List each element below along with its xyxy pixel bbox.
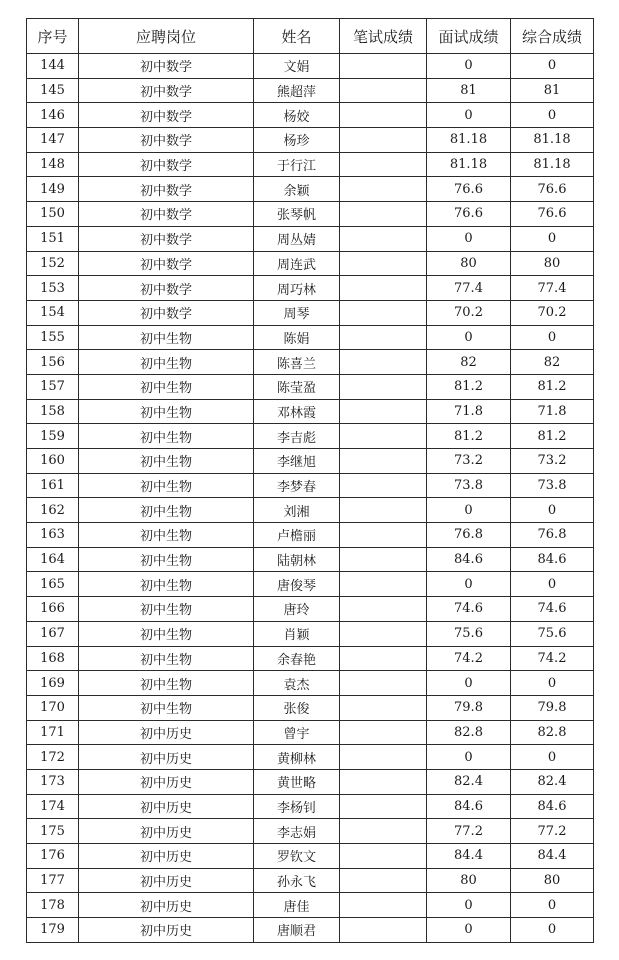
table-row: [27, 202, 594, 227]
cell-name: 唐佳: [254, 893, 340, 918]
cell-interview-score: 81: [427, 78, 511, 103]
cell-serial-number: 174: [27, 794, 79, 819]
cell-name: 陆朝林: [254, 547, 340, 572]
cell-total-score: 70.2: [511, 300, 594, 325]
table-row: [27, 918, 594, 943]
cell-written-score: [340, 177, 427, 202]
cell-interview-score: 0: [427, 918, 511, 943]
cell-total-score: 84.4: [511, 844, 594, 869]
table-row: [27, 103, 594, 128]
table-row: [27, 399, 594, 424]
cell-name: 张琴帆: [254, 202, 340, 227]
cell-name: 陈莹盈: [254, 374, 340, 399]
cell-serial-number: 168: [27, 646, 79, 671]
cell-written-score: [340, 350, 427, 375]
cell-name: 余春艳: [254, 646, 340, 671]
cell-interview-score: 81.2: [427, 374, 511, 399]
table-row: [27, 350, 594, 375]
cell-serial-number: 152: [27, 251, 79, 276]
cell-total-score: 77.4: [511, 276, 594, 301]
cell-total-score: 82: [511, 350, 594, 375]
cell-written-score: [340, 547, 427, 572]
cell-serial-number: 151: [27, 226, 79, 251]
cell-written-score: [340, 745, 427, 770]
cell-total-score: 80: [511, 251, 594, 276]
cell-position: 初中生物: [79, 671, 254, 696]
cell-position: 初中数学: [79, 251, 254, 276]
table-row: [27, 893, 594, 918]
cell-serial-number: 166: [27, 597, 79, 622]
cell-interview-score: 0: [427, 325, 511, 350]
cell-serial-number: 172: [27, 745, 79, 770]
cell-name: 张俊: [254, 695, 340, 720]
cell-interview-score: 74.6: [427, 597, 511, 622]
header-position: 应聘岗位: [79, 19, 254, 54]
cell-position: 初中数学: [79, 78, 254, 103]
cell-serial-number: 175: [27, 819, 79, 844]
cell-interview-score: 76.6: [427, 177, 511, 202]
cell-interview-score: 0: [427, 103, 511, 128]
cell-serial-number: 167: [27, 621, 79, 646]
cell-total-score: 80: [511, 868, 594, 893]
cell-interview-score: 81.18: [427, 128, 511, 153]
table-row: [27, 547, 594, 572]
table-row: [27, 152, 594, 177]
cell-name: 邓林霞: [254, 399, 340, 424]
cell-total-score: 0: [511, 572, 594, 597]
cell-written-score: [340, 621, 427, 646]
cell-written-score: [340, 152, 427, 177]
cell-interview-score: 80: [427, 868, 511, 893]
cell-written-score: [340, 794, 427, 819]
table-row: [27, 646, 594, 671]
cell-interview-score: 71.8: [427, 399, 511, 424]
cell-written-score: [340, 374, 427, 399]
cell-position: 初中生物: [79, 572, 254, 597]
cell-total-score: 75.6: [511, 621, 594, 646]
table-row: [27, 794, 594, 819]
cell-name: 曾宇: [254, 720, 340, 745]
table-row: [27, 325, 594, 350]
cell-interview-score: 0: [427, 893, 511, 918]
cell-position: 初中历史: [79, 745, 254, 770]
cell-name: 周丛婧: [254, 226, 340, 251]
cell-interview-score: 0: [427, 745, 511, 770]
cell-position: 初中生物: [79, 325, 254, 350]
cell-written-score: [340, 226, 427, 251]
cell-total-score: 81: [511, 78, 594, 103]
cell-serial-number: 147: [27, 128, 79, 153]
cell-name: 陈喜兰: [254, 350, 340, 375]
table-row: [27, 128, 594, 153]
cell-interview-score: 76.8: [427, 523, 511, 548]
cell-position: 初中历史: [79, 720, 254, 745]
cell-serial-number: 177: [27, 868, 79, 893]
cell-position: 初中生物: [79, 621, 254, 646]
cell-interview-score: 82.8: [427, 720, 511, 745]
cell-interview-score: 0: [427, 671, 511, 696]
cell-serial-number: 144: [27, 54, 79, 79]
cell-position: 初中生物: [79, 498, 254, 523]
cell-written-score: [340, 325, 427, 350]
cell-name: 唐顺君: [254, 918, 340, 943]
cell-position: 初中历史: [79, 769, 254, 794]
cell-total-score: 0: [511, 498, 594, 523]
cell-interview-score: 0: [427, 54, 511, 79]
cell-total-score: 77.2: [511, 819, 594, 844]
cell-name: 熊超萍: [254, 78, 340, 103]
cell-position: 初中生物: [79, 547, 254, 572]
cell-position: 初中历史: [79, 918, 254, 943]
table-row: [27, 597, 594, 622]
cell-position: 初中生物: [79, 424, 254, 449]
cell-interview-score: 73.2: [427, 449, 511, 474]
cell-serial-number: 159: [27, 424, 79, 449]
cell-total-score: 76.6: [511, 202, 594, 227]
cell-serial-number: 176: [27, 844, 79, 869]
cell-serial-number: 157: [27, 374, 79, 399]
cell-written-score: [340, 276, 427, 301]
table-row: [27, 498, 594, 523]
cell-total-score: 0: [511, 325, 594, 350]
cell-total-score: 84.6: [511, 547, 594, 572]
cell-total-score: 84.6: [511, 794, 594, 819]
cell-total-score: 81.18: [511, 152, 594, 177]
cell-written-score: [340, 473, 427, 498]
table-row: [27, 54, 594, 79]
cell-serial-number: 165: [27, 572, 79, 597]
table-row: [27, 177, 594, 202]
cell-serial-number: 148: [27, 152, 79, 177]
cell-interview-score: 0: [427, 226, 511, 251]
cell-position: 初中生物: [79, 597, 254, 622]
table-row: [27, 671, 594, 696]
header-written-score: 笔试成绩: [340, 19, 427, 54]
cell-name: 周连武: [254, 251, 340, 276]
cell-position: 初中生物: [79, 399, 254, 424]
cell-position: 初中数学: [79, 202, 254, 227]
cell-total-score: 82.8: [511, 720, 594, 745]
table-row: [27, 844, 594, 869]
cell-name: 孙永飞: [254, 868, 340, 893]
table-row: [27, 473, 594, 498]
cell-interview-score: 0: [427, 498, 511, 523]
table-row: [27, 745, 594, 770]
cell-name: 李志娟: [254, 819, 340, 844]
cell-interview-score: 73.8: [427, 473, 511, 498]
table-row: [27, 78, 594, 103]
cell-position: 初中数学: [79, 152, 254, 177]
cell-total-score: 0: [511, 918, 594, 943]
cell-serial-number: 145: [27, 78, 79, 103]
cell-name: 杨珍: [254, 128, 340, 153]
cell-name: 李杨钊: [254, 794, 340, 819]
cell-total-score: 76.8: [511, 523, 594, 548]
cell-position: 初中生物: [79, 473, 254, 498]
cell-serial-number: 179: [27, 918, 79, 943]
table-row: [27, 251, 594, 276]
table-row: [27, 769, 594, 794]
table-row: [27, 226, 594, 251]
cell-serial-number: 162: [27, 498, 79, 523]
cell-written-score: [340, 54, 427, 79]
cell-position: 初中历史: [79, 893, 254, 918]
cell-serial-number: 171: [27, 720, 79, 745]
cell-position: 初中历史: [79, 794, 254, 819]
cell-position: 初中历史: [79, 819, 254, 844]
cell-written-score: [340, 498, 427, 523]
cell-total-score: 0: [511, 54, 594, 79]
cell-position: 初中数学: [79, 300, 254, 325]
cell-total-score: 81.18: [511, 128, 594, 153]
cell-name: 于行江: [254, 152, 340, 177]
cell-serial-number: 155: [27, 325, 79, 350]
cell-serial-number: 164: [27, 547, 79, 572]
cell-total-score: 73.2: [511, 449, 594, 474]
cell-serial-number: 158: [27, 399, 79, 424]
cell-written-score: [340, 449, 427, 474]
cell-position: 初中数学: [79, 226, 254, 251]
cell-total-score: 0: [511, 745, 594, 770]
cell-serial-number: 170: [27, 695, 79, 720]
cell-written-score: [340, 597, 427, 622]
table-row: [27, 523, 594, 548]
table-header-row: [27, 19, 594, 54]
cell-total-score: 76.6: [511, 177, 594, 202]
cell-name: 罗钦文: [254, 844, 340, 869]
cell-total-score: 0: [511, 671, 594, 696]
cell-name: 杨姣: [254, 103, 340, 128]
table-row: [27, 720, 594, 745]
header-total-score: 综合成绩: [511, 19, 594, 54]
cell-written-score: [340, 251, 427, 276]
cell-serial-number: 161: [27, 473, 79, 498]
cell-serial-number: 178: [27, 893, 79, 918]
cell-written-score: [340, 646, 427, 671]
cell-written-score: [340, 424, 427, 449]
header-interview-score: 面试成绩: [427, 19, 511, 54]
cell-written-score: [340, 868, 427, 893]
cell-name: 唐玲: [254, 597, 340, 622]
cell-written-score: [340, 202, 427, 227]
header-name: 姓名: [254, 19, 340, 54]
table-row: [27, 424, 594, 449]
cell-name: 李梦春: [254, 473, 340, 498]
cell-interview-score: 81.2: [427, 424, 511, 449]
cell-name: 肖颖: [254, 621, 340, 646]
table-row: [27, 374, 594, 399]
header-serial-number: 序号: [27, 19, 79, 54]
cell-interview-score: 74.2: [427, 646, 511, 671]
cell-total-score: 79.8: [511, 695, 594, 720]
cell-position: 初中历史: [79, 844, 254, 869]
cell-interview-score: 84.4: [427, 844, 511, 869]
cell-serial-number: 163: [27, 523, 79, 548]
cell-name: 刘湘: [254, 498, 340, 523]
cell-name: 黄世略: [254, 769, 340, 794]
cell-serial-number: 169: [27, 671, 79, 696]
cell-interview-score: 84.6: [427, 547, 511, 572]
cell-serial-number: 160: [27, 449, 79, 474]
cell-serial-number: 156: [27, 350, 79, 375]
cell-position: 初中生物: [79, 350, 254, 375]
cell-name: 李继旭: [254, 449, 340, 474]
cell-position: 初中生物: [79, 449, 254, 474]
cell-position: 初中数学: [79, 276, 254, 301]
cell-position: 初中数学: [79, 177, 254, 202]
cell-serial-number: 153: [27, 276, 79, 301]
cell-total-score: 0: [511, 103, 594, 128]
table-row: [27, 276, 594, 301]
table-row: [27, 695, 594, 720]
cell-written-score: [340, 103, 427, 128]
cell-serial-number: 154: [27, 300, 79, 325]
score-table: [26, 18, 594, 943]
cell-written-score: [340, 819, 427, 844]
cell-written-score: [340, 769, 427, 794]
cell-name: 陈娟: [254, 325, 340, 350]
cell-total-score: 74.2: [511, 646, 594, 671]
cell-written-score: [340, 523, 427, 548]
score-sheet: [26, 18, 593, 943]
cell-total-score: 74.6: [511, 597, 594, 622]
cell-name: 余颖: [254, 177, 340, 202]
cell-total-score: 81.2: [511, 374, 594, 399]
cell-position: 初中生物: [79, 374, 254, 399]
cell-interview-score: 70.2: [427, 300, 511, 325]
cell-written-score: [340, 695, 427, 720]
cell-serial-number: 146: [27, 103, 79, 128]
cell-position: 初中数学: [79, 103, 254, 128]
cell-written-score: [340, 844, 427, 869]
cell-total-score: 81.2: [511, 424, 594, 449]
cell-written-score: [340, 720, 427, 745]
table-row: [27, 300, 594, 325]
cell-written-score: [340, 572, 427, 597]
cell-position: 初中数学: [79, 54, 254, 79]
cell-position: 初中生物: [79, 523, 254, 548]
cell-interview-score: 77.2: [427, 819, 511, 844]
cell-serial-number: 150: [27, 202, 79, 227]
cell-position: 初中生物: [79, 646, 254, 671]
cell-name: 周巧林: [254, 276, 340, 301]
cell-name: 袁杰: [254, 671, 340, 696]
cell-name: 文娟: [254, 54, 340, 79]
cell-written-score: [340, 78, 427, 103]
table-row: [27, 868, 594, 893]
cell-name: 黄柳林: [254, 745, 340, 770]
cell-total-score: 71.8: [511, 399, 594, 424]
cell-total-score: 82.4: [511, 769, 594, 794]
cell-name: 李吉彪: [254, 424, 340, 449]
cell-interview-score: 82: [427, 350, 511, 375]
cell-name: 唐俊琴: [254, 572, 340, 597]
cell-interview-score: 80: [427, 251, 511, 276]
cell-interview-score: 0: [427, 572, 511, 597]
cell-position: 初中历史: [79, 868, 254, 893]
table-row: [27, 449, 594, 474]
cell-interview-score: 82.4: [427, 769, 511, 794]
cell-total-score: 73.8: [511, 473, 594, 498]
cell-name: 卢檐丽: [254, 523, 340, 548]
table-body: [27, 54, 594, 943]
cell-name: 周琴: [254, 300, 340, 325]
cell-interview-score: 75.6: [427, 621, 511, 646]
cell-written-score: [340, 300, 427, 325]
cell-position: 初中数学: [79, 128, 254, 153]
cell-serial-number: 149: [27, 177, 79, 202]
cell-interview-score: 76.6: [427, 202, 511, 227]
table-row: [27, 621, 594, 646]
cell-interview-score: 81.18: [427, 152, 511, 177]
cell-written-score: [340, 399, 427, 424]
cell-total-score: 0: [511, 893, 594, 918]
cell-written-score: [340, 128, 427, 153]
cell-interview-score: 84.6: [427, 794, 511, 819]
cell-position: 初中生物: [79, 695, 254, 720]
table-row: [27, 819, 594, 844]
table-row: [27, 572, 594, 597]
cell-written-score: [340, 671, 427, 696]
cell-serial-number: 173: [27, 769, 79, 794]
cell-written-score: [340, 893, 427, 918]
cell-written-score: [340, 918, 427, 943]
cell-interview-score: 79.8: [427, 695, 511, 720]
cell-interview-score: 77.4: [427, 276, 511, 301]
cell-total-score: 0: [511, 226, 594, 251]
